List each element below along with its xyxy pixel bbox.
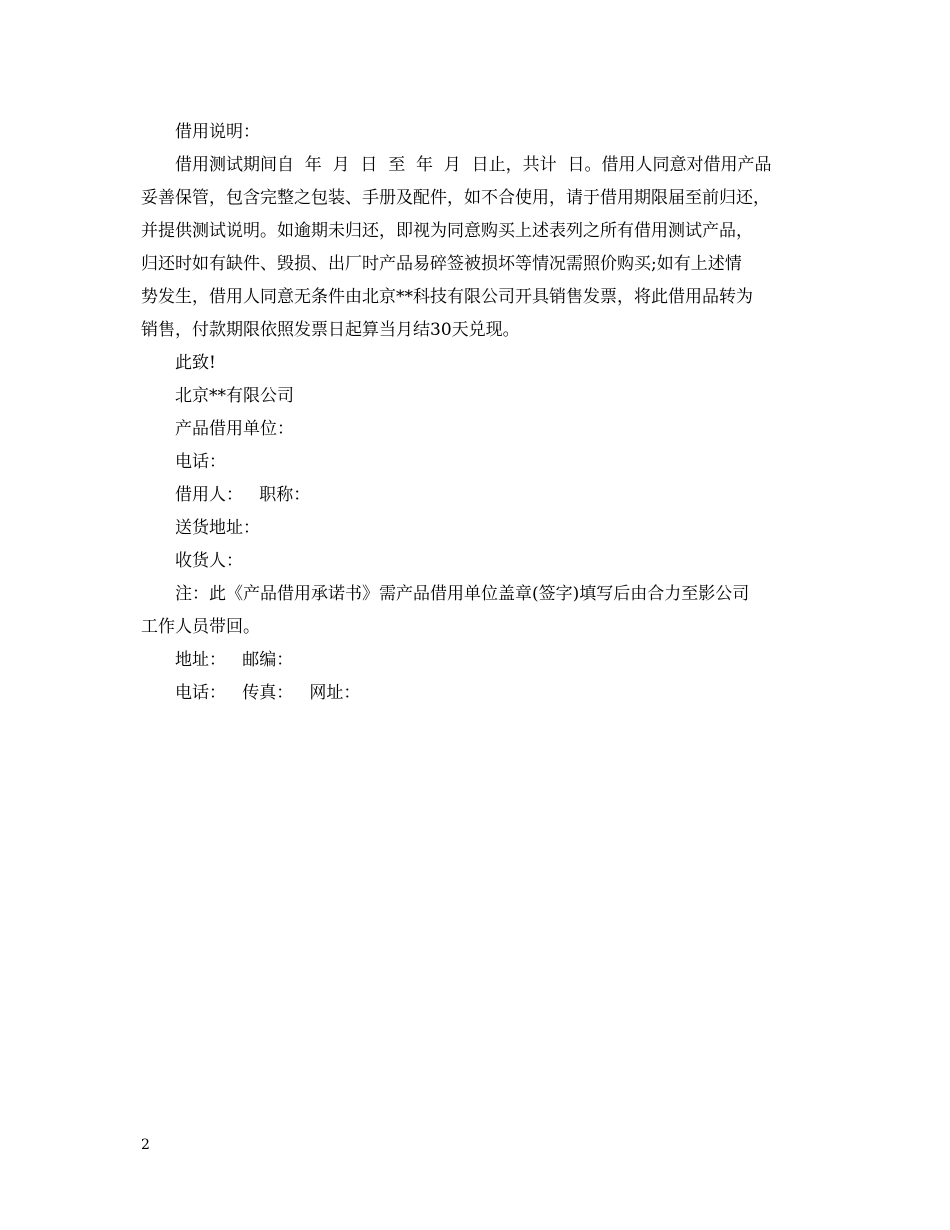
note-line-1: 注：此《产品借用承诺书》需产品借用单位盖章(签字)填写后由合力至影公司: [175, 584, 750, 604]
note-paragraph: [141, 578, 813, 644]
terms-line-6: 销售，付款期限依照发票日起算当月结30天兑现。: [141, 320, 520, 340]
note-line-2: 工作人员带回。: [141, 617, 260, 637]
terms-line-5: 势发生，借用人同意无条件由北京**科技有限公司开具销售发票，将此借用品转为: [141, 287, 753, 307]
terms-line-3: 并提供测试说明。如逾期未归还，即视为同意购买上述表列之所有借用测试产品，: [141, 221, 753, 241]
field-consignee: 收货人：: [175, 551, 243, 571]
contact-address-postcode: 地址： 邮编：: [175, 650, 294, 670]
terms-line-4: 归还时如有缺件、毁损、出厂时产品易碎签被损坏等情况需照价购买;如有上述情: [141, 254, 742, 274]
field-delivery-address: 送货地址：: [175, 518, 260, 538]
terms-line-2: 妥善保管，包含完整之包装、手册及配件，如不合使用，请于借用期限届至前归还，: [141, 188, 770, 208]
recipient-company: 北京**有限公司: [175, 386, 294, 406]
field-phone: 电话：: [175, 452, 226, 472]
contact-phone-fax-website: 电话： 传真： 网址：: [175, 683, 361, 703]
page-number: 2: [141, 1137, 150, 1153]
field-borrower-title: 借用人： 职称：: [175, 485, 311, 505]
terms-line-1: 借用测试期间自 年 月 日 至 年 月 日止，共计 日。借用人同意对借用产品: [175, 155, 772, 175]
loan-terms-paragraph: [141, 149, 813, 347]
field-borrowing-unit: 产品借用单位：: [175, 419, 294, 439]
section-heading: 借用说明：: [175, 122, 260, 142]
closing-salutation: 此致!: [175, 353, 216, 373]
document-content: [141, 116, 813, 710]
